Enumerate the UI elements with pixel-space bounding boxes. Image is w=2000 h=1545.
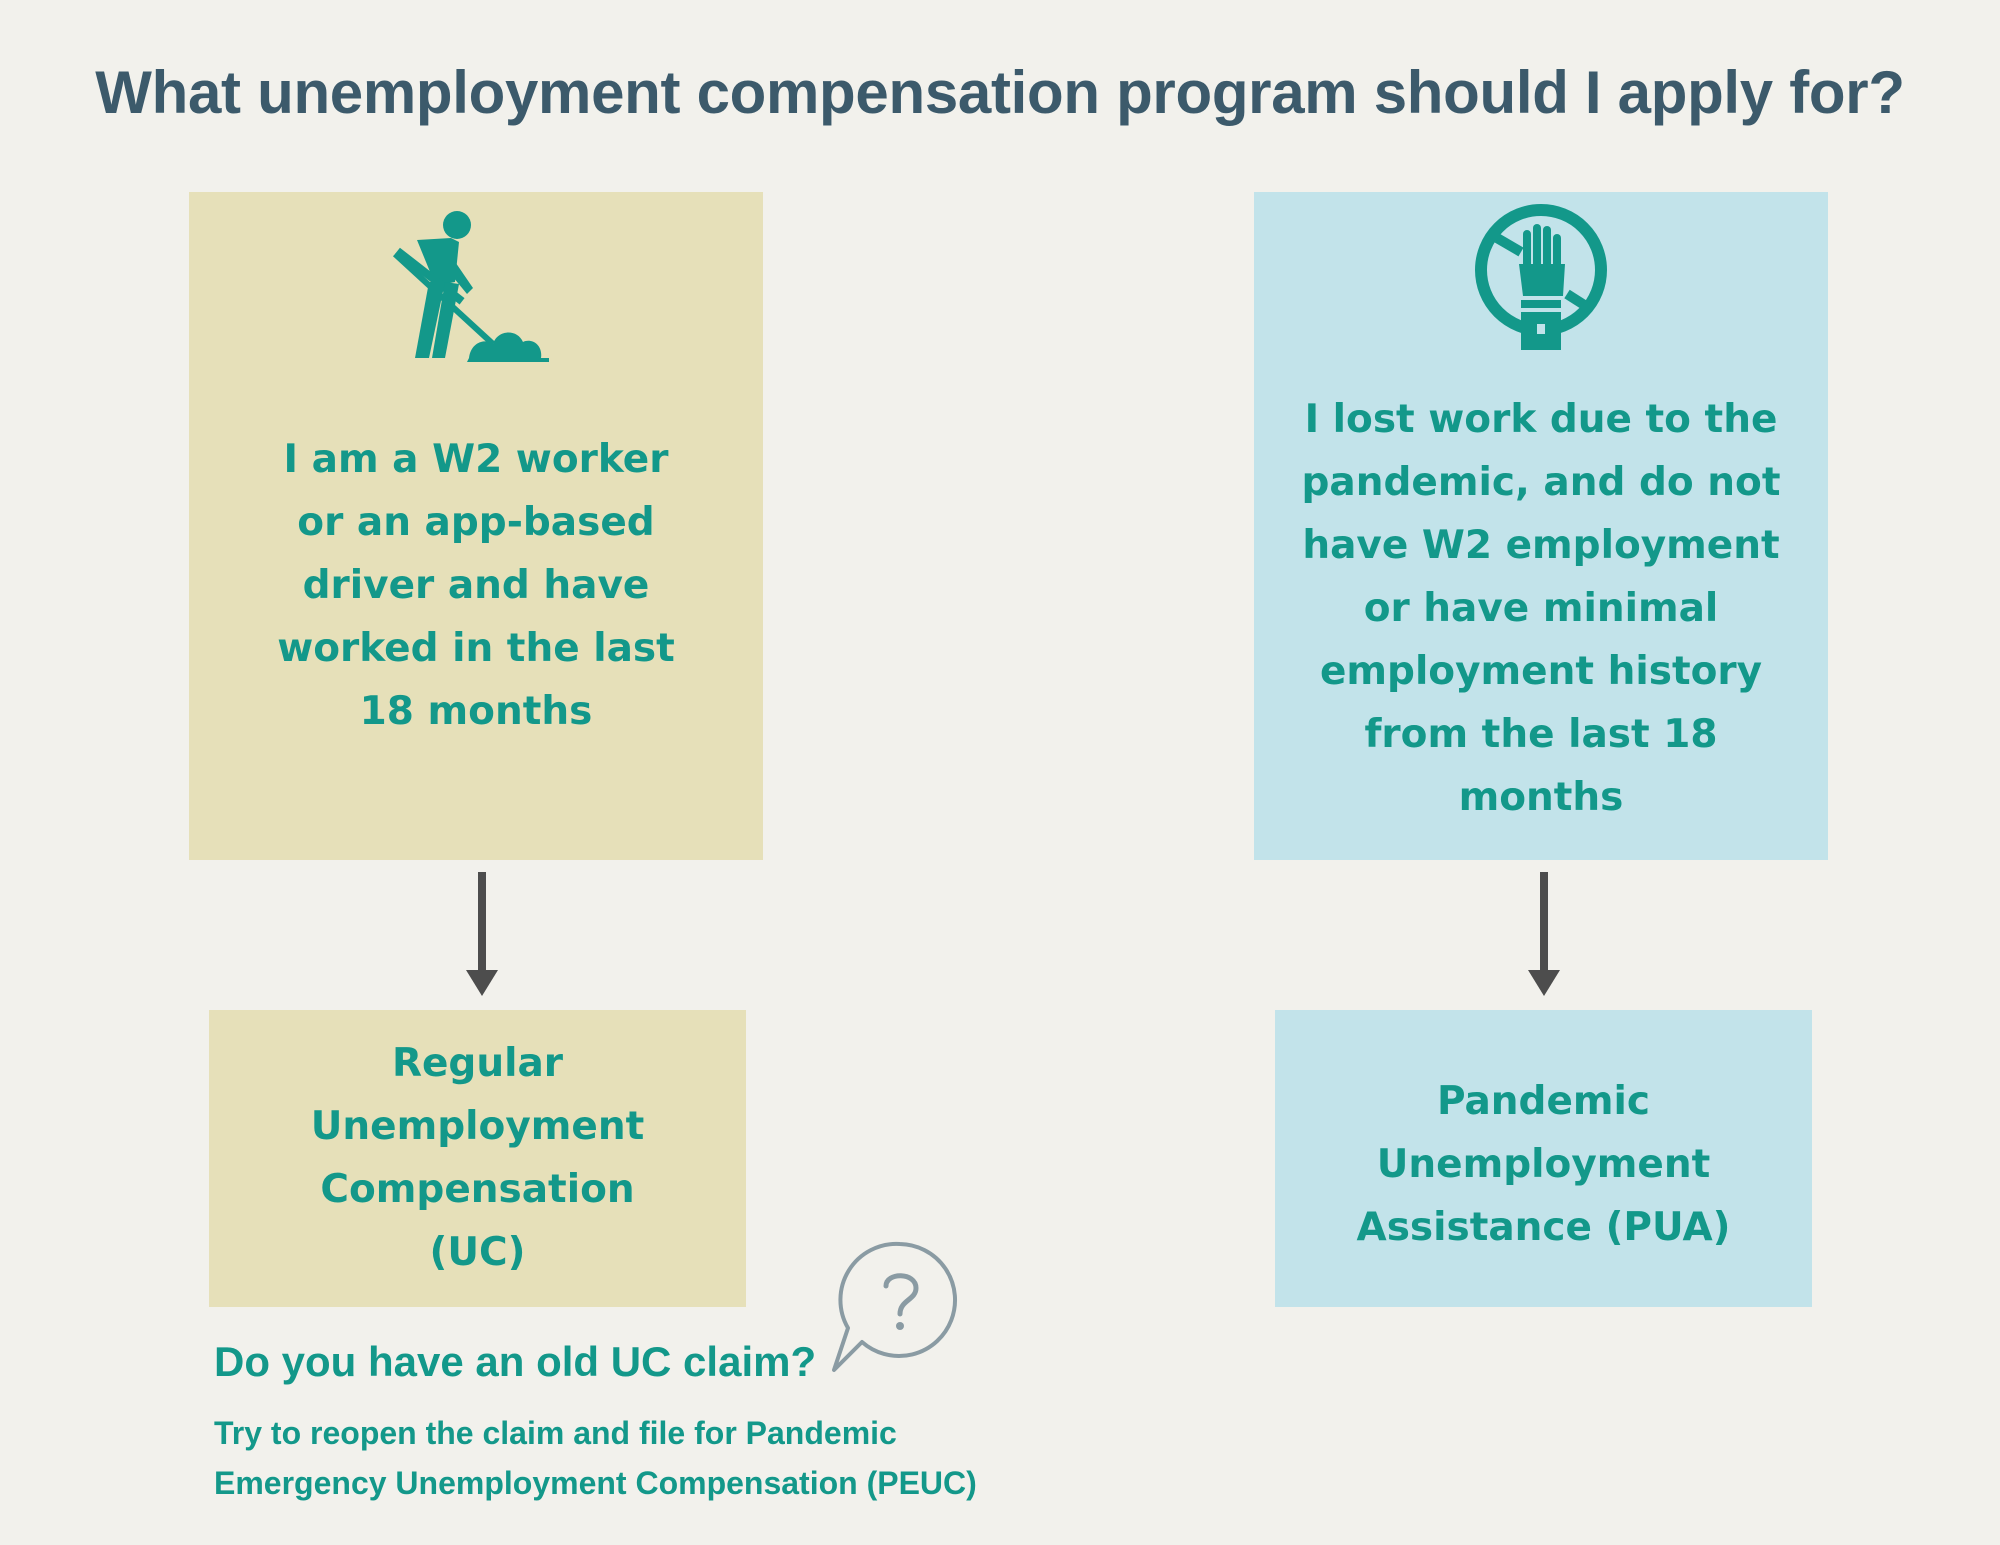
page-title: What unemployment compensation program should I apply for? (95, 59, 1905, 126)
w2-worker-condition-box (189, 192, 763, 860)
uc-program-text: Regular Unemployment Compensation (UC) (310, 1041, 645, 1275)
uc-program-box (209, 1010, 746, 1307)
right-down-arrow (1522, 872, 1566, 1000)
pua-program-text: Pandemic Unemployment Assistance (PUA) (1356, 1079, 1731, 1250)
old-claim-question: Do you have an old UC claim? (214, 1338, 817, 1385)
pandemic-condition-box (1254, 192, 1828, 860)
no-work-hand-icon (1471, 204, 1611, 354)
question-speech-bubble-icon (826, 1238, 964, 1374)
pandemic-condition-text: I lost work due to the pandemic, and do not have W2 employment or have minimal employment history from the last 18 months (1301, 397, 1781, 820)
w2-worker-condition-text: I am a W2 worker or an app-based driver and have worked in the last 18 months (277, 437, 675, 734)
left-down-arrow (460, 872, 504, 1000)
old-claim-advice: Try to reopen the claim and file for Pandemic Emergency Unemployment Compensation (PEUC) (214, 1415, 977, 1501)
pua-program-box (1275, 1010, 1812, 1307)
worker-shoveling-icon (389, 210, 559, 362)
